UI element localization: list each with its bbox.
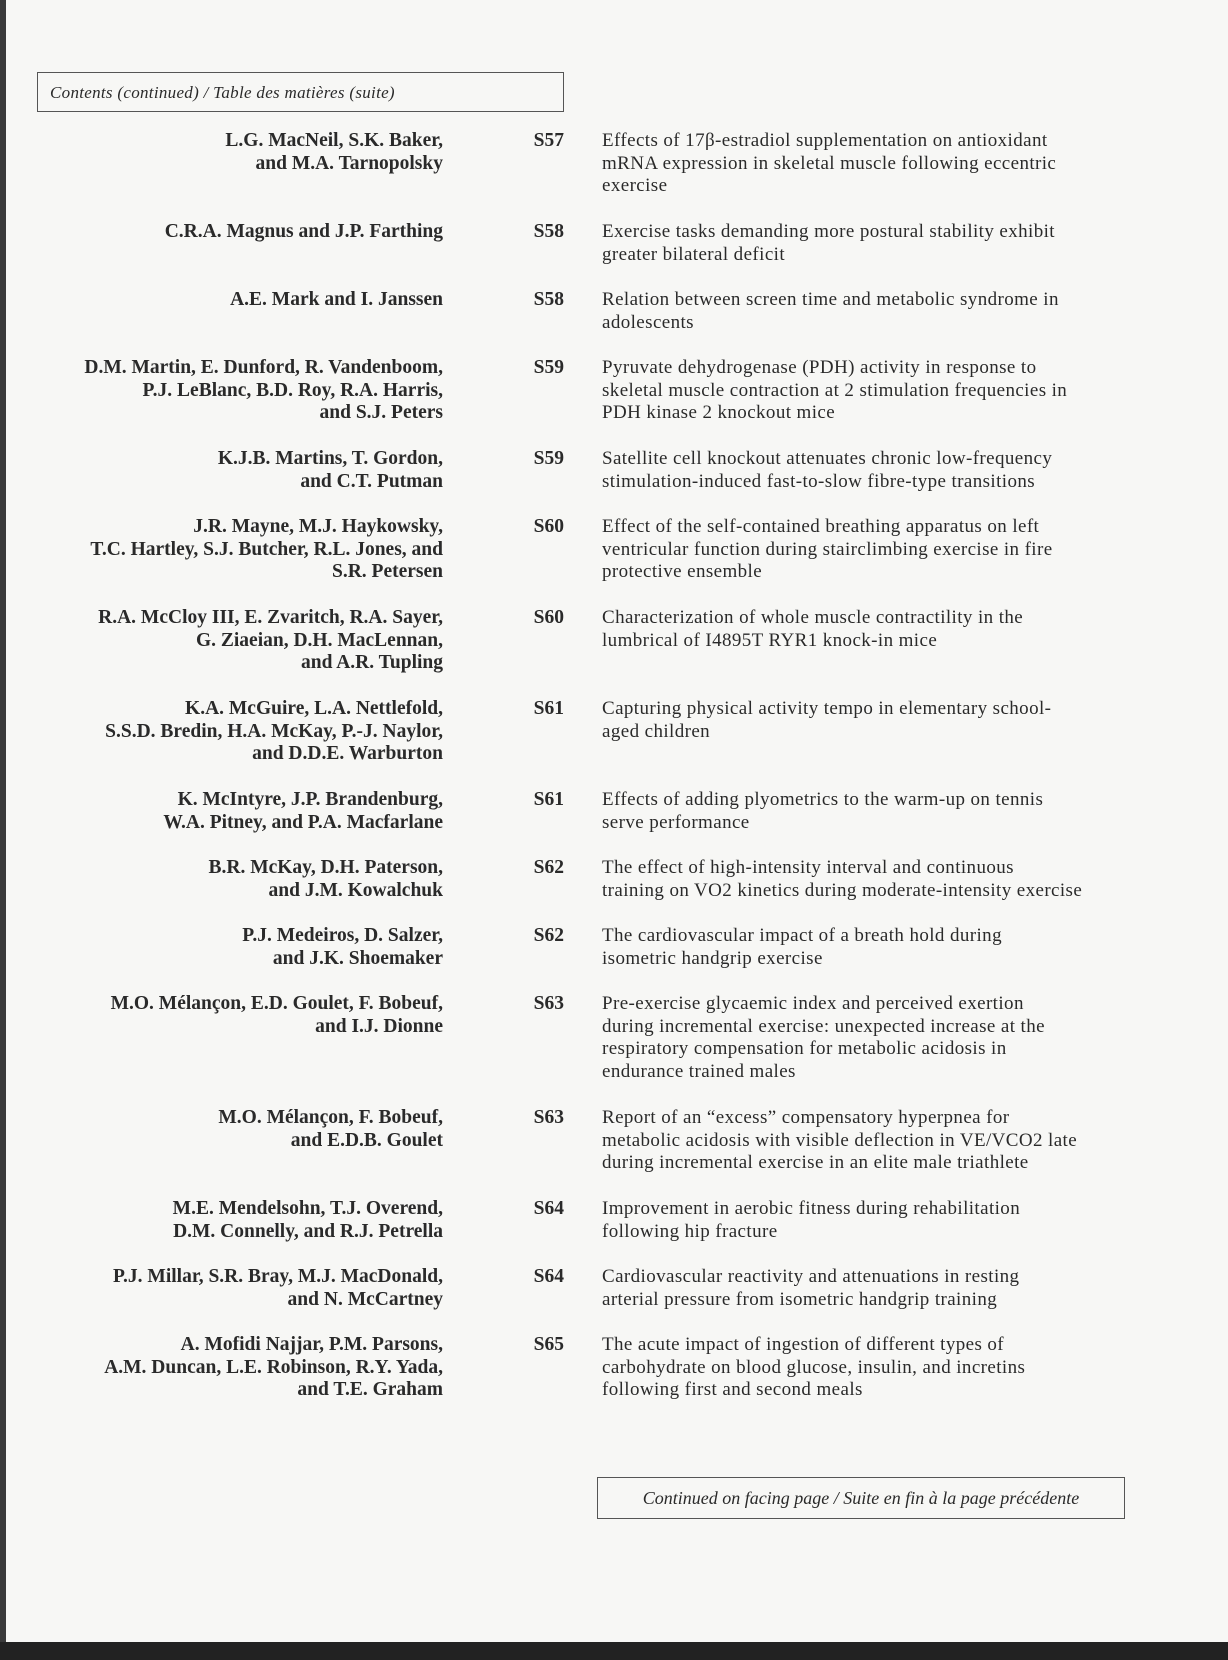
title-line: Effects of 17β-estradiol supplementation on antioxidant <box>602 130 1048 151</box>
title-line: Satellite cell knockout attenuates chronic low-frequency <box>602 448 1053 469</box>
title-line: protective ensemble <box>602 561 763 582</box>
entry-title <box>602 1198 1142 1243</box>
author-line: L.G. MacNeil, S.K. Baker, <box>225 130 443 151</box>
entry-page-number: S58 <box>533 221 564 242</box>
author-line: K.A. McGuire, L.A. Nettlefold, <box>185 698 443 719</box>
title-line: Exercise tasks demanding more postural stability exhibit <box>602 221 1055 242</box>
entry-title <box>602 607 1142 652</box>
entry-title <box>602 516 1142 584</box>
author-line: T.C. Hartley, S.J. Butcher, R.L. Jones, and <box>90 538 443 560</box>
author-line: K.J.B. Martins, T. Gordon, <box>217 448 443 469</box>
entry-page-number: S64 <box>533 1266 564 1287</box>
entry-page-number: S61 <box>533 789 564 810</box>
entry-page-number: S58 <box>533 289 564 310</box>
entry-page-number: S64 <box>533 1198 564 1219</box>
title-line: during incremental exercise in an elite male triathlete <box>602 1152 1029 1173</box>
author-line: D.M. Connelly, and R.J. Petrella <box>173 1220 443 1242</box>
title-line: The effect of high-intensity interval and continuous <box>602 857 1014 878</box>
title-line: Report of an “excess” compensatory hyperpnea for <box>602 1107 1010 1128</box>
title-line: Effects of adding plyometrics to the warm-up on tennis <box>602 789 1044 810</box>
author-line: and D.D.E. Warburton <box>252 743 443 764</box>
entry-authors <box>30 1334 443 1402</box>
entry-title <box>602 1334 1142 1402</box>
entry-title <box>602 448 1142 493</box>
entry-title <box>602 1107 1142 1175</box>
title-line: exercise <box>602 175 668 196</box>
author-line: and A.R. Tupling <box>300 652 443 673</box>
author-line: R.A. McCloy III, E. Zvaritch, R.A. Sayer, <box>98 607 443 628</box>
author-line: and I.J. Dionne <box>315 1015 443 1037</box>
title-line: Effect of the self-contained breathing apparatus on left <box>602 516 1040 537</box>
title-line: Pre-exercise glycaemic index and perceived exertion <box>602 993 1024 1014</box>
author-line: K. McIntyre, J.P. Brandenburg, <box>177 789 443 810</box>
entry-title <box>602 130 1142 198</box>
entry-authors <box>30 698 443 766</box>
entry-page-number: S62 <box>533 857 564 878</box>
title-line: endurance trained males <box>602 1060 796 1082</box>
title-line: following hip fracture <box>602 1220 778 1242</box>
scan-left-edge <box>0 0 6 1660</box>
entry-authors <box>30 289 443 312</box>
entry-authors <box>30 448 443 493</box>
entry-authors <box>30 789 443 834</box>
title-line: Capturing physical activity tempo in elementary school- <box>602 698 1052 719</box>
entry-authors <box>30 857 443 902</box>
author-line: C.R.A. Magnus and J.P. Farthing <box>164 221 443 242</box>
author-line: and N. McCartney <box>287 1288 443 1310</box>
continued-note: Continued on facing page / Suite en fin à la page précédente <box>597 1477 1125 1519</box>
title-line: The cardiovascular impact of a breath hold during <box>602 925 1002 946</box>
author-line: P.J. LeBlanc, B.D. Roy, R.A. Harris, <box>142 379 443 401</box>
entry-page-number: S59 <box>533 357 564 378</box>
author-line: B.R. McKay, D.H. Paterson, <box>208 857 443 878</box>
entry-title <box>602 993 1142 1083</box>
title-line: mRNA expression in skeletal muscle following eccentric <box>602 152 1057 174</box>
title-line: isometric handgrip exercise <box>602 947 823 969</box>
entry-title <box>602 1266 1142 1311</box>
title-line: ventricular function during stairclimbing exercise in fire <box>602 538 1053 560</box>
entry-authors <box>30 1107 443 1152</box>
title-line: Characterization of whole muscle contractility in the <box>602 607 1024 628</box>
entry-title <box>602 357 1142 425</box>
author-line: A. Mofidi Najjar, P.M. Parsons, <box>180 1334 443 1355</box>
entry-page-number: S59 <box>533 448 564 469</box>
entry-authors <box>30 357 443 425</box>
entry-page-number: S61 <box>533 698 564 719</box>
title-line: PDH kinase 2 knockout mice <box>602 402 836 423</box>
entry-page-number: S60 <box>533 516 564 537</box>
author-line: P.J. Medeiros, D. Salzer, <box>242 925 443 946</box>
author-line: G. Ziaeian, D.H. MacLennan, <box>195 629 443 651</box>
entry-page-number: S57 <box>533 130 564 151</box>
title-line: The acute impact of ingestion of different types of <box>602 1334 1005 1355</box>
title-line: respiratory compensation for metabolic acidosis in <box>602 1038 1007 1059</box>
entry-title <box>602 925 1142 970</box>
title-line: serve performance <box>602 811 750 833</box>
author-line: W.A. Pitney, and P.A. Macfarlane <box>163 811 443 833</box>
author-line: and J.M. Kowalchuk <box>268 879 443 901</box>
author-line: D.M. Martin, E. Dunford, R. Vandenboom, <box>84 357 443 378</box>
title-line: arterial pressure from isometric handgrip training <box>602 1288 998 1310</box>
author-line: M.O. Mélançon, E.D. Goulet, F. Bobeuf, <box>110 993 443 1014</box>
author-line: M.E. Mendelsohn, T.J. Overend, <box>172 1198 443 1219</box>
title-line: adolescents <box>602 311 694 333</box>
title-line: Relation between screen time and metabolic syndrome in <box>602 289 1059 310</box>
entry-title <box>602 289 1142 334</box>
author-line: S.R. Petersen <box>331 561 443 582</box>
author-line: M.O. Mélançon, F. Bobeuf, <box>218 1107 443 1128</box>
title-line: metabolic acidosis with visible deflection in VE/VCO2 late <box>602 1129 1078 1151</box>
entry-title <box>602 221 1142 266</box>
author-line: J.R. Mayne, M.J. Haykowsky, <box>193 516 443 537</box>
title-line: lumbrical of I4895T RYR1 knock-in mice <box>602 629 938 651</box>
author-line: A.M. Duncan, L.E. Robinson, R.Y. Yada, <box>104 1356 443 1378</box>
author-line: and T.E. Graham <box>297 1379 443 1400</box>
entry-title <box>602 698 1142 743</box>
entry-authors <box>30 607 443 675</box>
title-line: Improvement in aerobic fitness during rehabilitation <box>602 1198 1021 1219</box>
entry-page-number: S65 <box>533 1334 564 1355</box>
entry-title <box>602 789 1142 834</box>
contents-header: Contents (continued) / Table des matières (suite) <box>37 72 564 112</box>
author-line: P.J. Millar, S.R. Bray, M.J. MacDonald, <box>112 1266 443 1287</box>
entry-authors <box>30 516 443 584</box>
entry-authors <box>30 130 443 175</box>
entry-authors <box>30 221 443 244</box>
entry-page-number: S63 <box>533 993 564 1014</box>
entry-page-number: S62 <box>533 925 564 946</box>
title-line: during incremental exercise: unexpected increase at the <box>602 1015 1045 1037</box>
entry-page-number: S63 <box>533 1107 564 1128</box>
entry-authors <box>30 1198 443 1243</box>
entry-authors <box>30 925 443 970</box>
title-line: skeletal muscle contraction at 2 stimulation frequencies in <box>602 379 1068 401</box>
author-line: and J.K. Shoemaker <box>272 947 443 969</box>
scan-bottom-edge <box>0 1642 1228 1660</box>
author-line: A.E. Mark and I. Janssen <box>230 289 443 310</box>
author-line: and M.A. Tarnopolsky <box>255 152 443 174</box>
author-line: S.S.D. Bredin, H.A. McKay, P.-J. Naylor, <box>105 720 443 742</box>
title-line: Cardiovascular reactivity and attenuations in resting <box>602 1266 1020 1287</box>
title-line: Pyruvate dehydrogenase (PDH) activity in response to <box>602 357 1037 378</box>
entry-title <box>602 857 1142 902</box>
entry-authors <box>30 1266 443 1311</box>
title-line: training on VO2 kinetics during moderate-intensity exercise <box>602 879 1083 901</box>
entry-authors <box>30 993 443 1038</box>
author-line: and E.D.B. Goulet <box>290 1129 443 1151</box>
author-line: and S.J. Peters <box>319 402 443 423</box>
title-line: stimulation-induced fast-to-slow fibre-type transitions <box>602 470 1036 492</box>
author-line: and C.T. Putman <box>300 470 443 492</box>
entry-page-number: S60 <box>533 607 564 628</box>
title-line: aged children <box>602 720 711 742</box>
title-line: greater bilateral deficit <box>602 243 786 265</box>
title-line: following first and second meals <box>602 1379 863 1400</box>
title-line: carbohydrate on blood glucose, insulin, and incretins <box>602 1356 1026 1378</box>
